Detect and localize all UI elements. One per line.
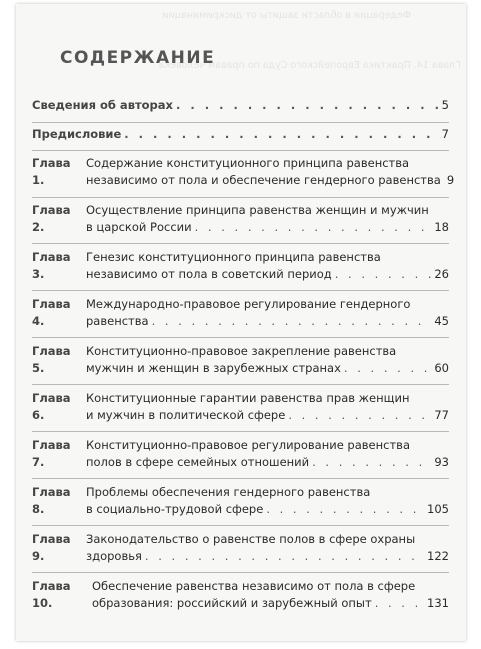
toc-entry-title: Международно-правовое регулирование гендерного [86,297,411,311]
divider [32,197,449,198]
toc-page-number: 105 [427,502,449,516]
divider [32,572,449,573]
toc-entry-text [86,531,449,565]
chapter-label: Глава 2. [32,203,71,234]
toc-page-number: 93 [434,455,449,469]
toc-entry-text [32,126,449,143]
toc-entry-chapter-9 [32,531,449,565]
toc-entry-chapter-8 [32,484,449,518]
dot-leader [124,126,438,143]
toc-entry-title: в социально-трудовой сфере [86,502,264,516]
chapter-label: Глава 5. [32,344,71,375]
divider [32,337,449,338]
toc-entry-chapter-5 [32,343,449,377]
chapter-label: Глава 1. [32,156,71,187]
toc-entry-title: образования: российский и зарубежный опыт [92,596,372,610]
toc-entry-title: Конституционно-правовое регулирование равенства [86,438,410,452]
toc-entry-text [86,484,449,518]
divider [32,290,449,291]
toc-page-number: 122 [427,549,449,563]
toc-entry-title: Проблемы обеспечения гендерного равенства [86,485,371,499]
bleed-through-text: Федерации в области защиты от дискриминации [162,10,411,21]
dot-leader [312,454,431,471]
chapter-label: Глава 10. [32,579,71,610]
toc-entry-text [86,249,449,283]
toc-page-number: 60 [434,361,449,375]
toc-entry-chapter-7 [32,437,449,471]
dot-leader [176,97,439,114]
toc-entry-text [86,343,449,377]
divider [32,150,449,151]
toc-entry-text [86,390,449,424]
toc-page-number: 7 [441,127,449,141]
toc-entry-title: равенства [86,314,149,328]
toc-entry-preface [32,126,449,143]
toc-entry-chapter-6 [32,390,449,424]
toc-entry-title: Генезис конституционного принципа равенства [86,250,381,264]
divider [32,243,449,244]
toc-entry-chapter-1 [32,155,455,189]
chapter-label: Глава 9. [32,532,71,563]
toc-entry-chapter-10 [32,578,449,612]
toc-entry-title: Сведения об авторах [32,98,173,112]
toc-entry-title: Содержание конституционного принципа равенства [86,156,410,170]
dot-leader [335,266,432,283]
toc-entry-title: полов в сфере семейных отношений [86,455,310,469]
dot-leader [288,407,431,424]
toc-entry-title: Обеспечение равенства независимо от пола в сфере [92,579,416,593]
toc-page-number: 131 [427,596,449,610]
toc-entry-text [86,296,449,330]
toc-entry-chapter-2 [32,202,449,236]
toc-entry-title: Конституционные гарантии равенства прав женщин [86,391,410,405]
toc-entry-text [86,202,449,236]
toc-entry-chapter-3 [32,249,449,283]
dot-leader [375,595,424,612]
toc-page-number: 18 [434,220,449,234]
toc-entry-text [86,437,449,471]
toc-entry-title: независимо от пола и обеспечение гендерного равенства [86,173,441,187]
toc-page-number: 77 [434,408,449,422]
page-title: СОДЕРЖАНИЕ [60,48,216,68]
bleed-through-text: Глава 14. Практика Европейского Суда по правам человека [158,60,461,71]
chapter-label: Глава 8. [32,485,71,516]
dot-leader [266,501,424,518]
toc-entry-authors [32,97,449,114]
toc-entry-text [32,97,449,114]
divider [32,478,449,479]
chapter-label: Глава 7. [32,438,71,469]
toc-entry-title: Предисловие [32,127,122,141]
book-page [16,4,466,641]
toc-entry-text [92,578,449,612]
dot-leader [152,313,432,330]
chapter-label: Глава 3. [32,250,71,281]
toc-entry-title: Законодательство о равенстве полов в сфере охраны [86,532,416,546]
toc-page-number: 26 [434,267,449,281]
toc-entry-title: Конституционно-правовое закрепление равенства [86,344,397,358]
toc-page-number: 5 [441,98,449,112]
toc-entry-title: здоровья [86,549,142,563]
toc-entry-text [86,155,455,189]
divider [32,384,449,385]
dot-leader [145,548,424,565]
toc-entry-title: Осуществление принципа равенства женщин и мужчин [86,203,429,217]
chapter-label: Глава 4. [32,297,71,328]
divider [32,122,449,123]
toc-entry-title: мужчин и женщин в зарубежных странах [86,361,341,375]
dot-leader [344,360,431,377]
table-of-contents [16,4,466,641]
toc-page-number: 9 [446,173,455,187]
dot-leader [195,219,432,236]
divider [32,431,449,432]
toc-page-number: 45 [434,314,449,328]
toc-entry-chapter-4 [32,296,449,330]
chapter-label: Глава 6. [32,391,71,422]
toc-entry-title: независимо от пола в советский период [86,267,332,281]
divider [32,525,449,526]
toc-entry-title: и мужчин в политической сфере [86,408,286,422]
toc-entry-title: в царской России [86,220,192,234]
